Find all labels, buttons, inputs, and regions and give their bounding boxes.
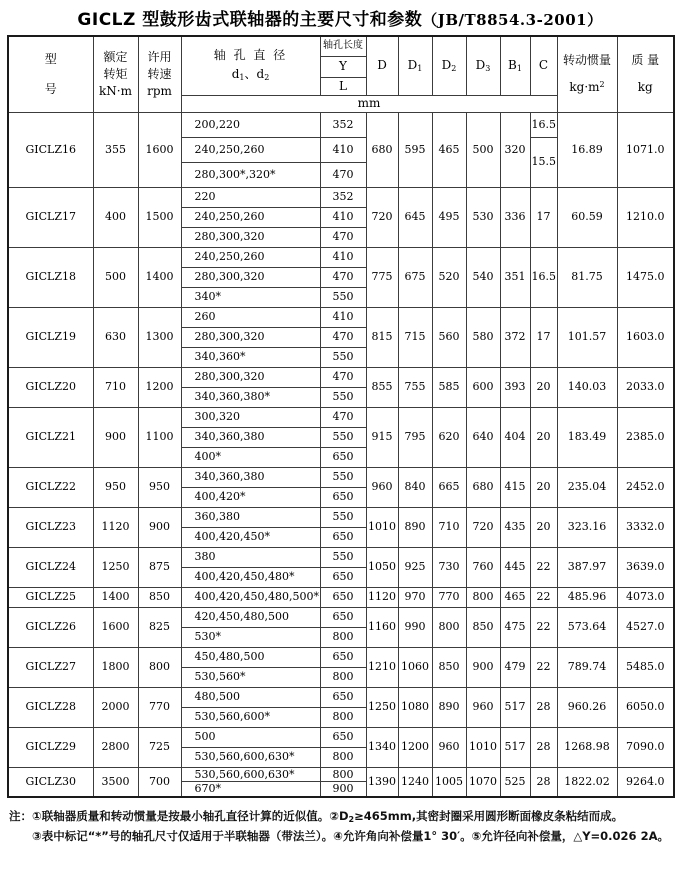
bore-length-cell: 550 [320,347,366,367]
mass-cell: 1603.0 [617,307,674,367]
D2-cell: 465 [432,112,466,187]
spec-table [7,35,675,798]
D2-cell: 585 [432,367,466,407]
torque-cell: 1120 [93,507,138,547]
mass-cell: 1071.0 [617,112,674,187]
col-header-bore-diameter: 轴 孔 直 径 $d_1$、$d_2$ [181,36,320,95]
table-row [8,247,674,267]
torque-cell: 900 [93,407,138,467]
speed-cell: 1100 [138,407,181,467]
bore-diameter-cell: 340,360,380 [181,427,320,447]
header-row-1 [8,36,674,56]
inertia-cell: 485.96 [557,587,617,607]
D-cell: 855 [366,367,398,407]
col-header-D: D [366,36,398,95]
speed-cell: 950 [138,467,181,507]
D-cell: 1160 [366,607,398,647]
col-header-y-length: Y [320,56,366,77]
page-title [7,5,673,30]
bore-length-cell: 470 [320,267,366,287]
torque-cell: 710 [93,367,138,407]
mass-cell: 7090.0 [617,727,674,767]
B1-cell: 351 [500,247,530,307]
D2-cell: 1005 [432,767,466,797]
inertia-cell: 140.03 [557,367,617,407]
speed-cell: 900 [138,507,181,547]
table-row [8,727,674,747]
D3-cell: 800 [466,587,500,607]
inertia-cell: 387.97 [557,547,617,587]
bore-length-cell: 650 [320,687,366,707]
C-cell: 16.5 [530,112,557,137]
notes [7,807,673,845]
B1-cell: 465 [500,587,530,607]
inertia-cell: 789.74 [557,647,617,687]
D2-cell: 620 [432,407,466,467]
col-header-bore-length: 轴孔长度 [320,36,366,56]
table-row [8,307,674,327]
bore-diameter-cell: 280,300,320 [181,327,320,347]
model-cell: GICLZ24 [8,547,93,587]
D2-cell: 800 [432,607,466,647]
notes-body [32,807,671,845]
speed-cell: 850 [138,587,181,607]
B1-cell: 517 [500,727,530,767]
bore-diameter-cell: 400,420,450,480,500* [181,587,320,607]
bore-length-cell: 650 [320,447,366,467]
table-row [8,767,674,782]
D3-cell: 850 [466,607,500,647]
bore-diameter-cell: 380 [181,547,320,567]
D-cell: 1010 [366,507,398,547]
inertia-unit: $kg\cdot m^2$ [569,80,605,95]
notes-label: 注： [9,809,32,823]
bore-length-cell: 650 [320,607,366,627]
inertia-cell: 101.57 [557,307,617,367]
table-row [8,587,674,607]
speed-cell: 800 [138,647,181,687]
C-cell: 16.5 [530,247,557,307]
inertia-cell: 1268.98 [557,727,617,767]
note-line-2: ③表中标记“*”号的轴孔尺寸仅适用于半联轴器（带法兰）。④允许角向补偿量1° 30′。⑤允许径向补偿量，△Y=0.026 2A。 [32,828,669,843]
speed-cell: 700 [138,767,181,797]
bore-diameter-cell: 400,420,450,480* [181,567,320,587]
bore-length-cell: 470 [320,162,366,187]
D1-cell: 755 [398,367,432,407]
col-header-speed: 许用 转速 rpm [138,36,181,112]
D2-cell: 890 [432,687,466,727]
bore-diameter-cell: 200,220 [181,112,320,137]
table-row [8,547,674,567]
bore-length-cell: 650 [320,647,366,667]
inertia-cell: 323.16 [557,507,617,547]
C-cell: 22 [530,587,557,607]
speed-cell: 825 [138,607,181,647]
bore-length-cell: 410 [320,137,366,162]
bore-diameter-cell: 530,560,600* [181,707,320,727]
bore-diameter-cell: 340,360,380* [181,387,320,407]
col-header-B1: $B_1$ [500,36,530,95]
D1-cell: 795 [398,407,432,467]
table-row [8,687,674,707]
B1-cell: 415 [500,467,530,507]
D3-cell: 600 [466,367,500,407]
D2-cell: 960 [432,727,466,767]
model-cell: GICLZ30 [8,767,93,797]
torque-cell: 400 [93,187,138,247]
D1-cell: 970 [398,587,432,607]
model-cell: GICLZ22 [8,467,93,507]
bore-length-cell: 800 [320,707,366,727]
C-cell: 28 [530,767,557,797]
mass-cell: 5485.0 [617,647,674,687]
bore-diameter-cell: 220 [181,187,320,207]
C-cell: 15.5 [530,137,557,187]
bore-length-cell: 470 [320,327,366,347]
bore-diameter-cell: 240,250,260 [181,207,320,227]
table-row [8,467,674,487]
bore-diameter-cell: 400* [181,447,320,467]
D-cell: 1250 [366,687,398,727]
D3-cell: 530 [466,187,500,247]
mass-cell: 6050.0 [617,687,674,727]
D1-cell: 595 [398,112,432,187]
model-cell: GICLZ21 [8,407,93,467]
B1-cell: 320 [500,112,530,187]
inertia-cell: 183.49 [557,407,617,467]
model-cell: GICLZ28 [8,687,93,727]
D-cell: 680 [366,112,398,187]
C-cell: 22 [530,547,557,587]
model-cell: GICLZ26 [8,607,93,647]
bore-length-cell: 550 [320,507,366,527]
model-cell: GICLZ20 [8,367,93,407]
speed-cell: 1300 [138,307,181,367]
table-row [8,647,674,667]
D-cell: 1210 [366,647,398,687]
torque-cell: 2800 [93,727,138,767]
bore-length-cell: 410 [320,307,366,327]
C-cell: 20 [530,367,557,407]
speed-cell: 1600 [138,112,181,187]
table-row [8,507,674,527]
bore-length-cell: 800 [320,747,366,767]
D2-cell: 520 [432,247,466,307]
B1-cell: 475 [500,607,530,647]
torque-cell: 950 [93,467,138,507]
bore-diameter-cell: 480,500 [181,687,320,707]
torque-cell: 3500 [93,767,138,797]
inertia-cell: 81.75 [557,247,617,307]
model-cell: GICLZ27 [8,647,93,687]
col-header-l-length: L [320,77,366,95]
B1-cell: 479 [500,647,530,687]
D1-cell: 840 [398,467,432,507]
bore-diameter-cell: 340,360* [181,347,320,367]
model-cell: GICLZ25 [8,587,93,607]
speed-cell: 1200 [138,367,181,407]
speed-cell: 1400 [138,247,181,307]
torque-cell: 355 [93,112,138,187]
C-cell: 22 [530,647,557,687]
bore-diameter-cell: 400,420* [181,487,320,507]
D3-cell: 1070 [466,767,500,797]
col-header-mass: 质 量 kg [617,36,674,112]
bore-diameter-cell: 360,380 [181,507,320,527]
torque-cell: 1800 [93,647,138,687]
bore-length-cell: 470 [320,367,366,387]
C-cell: 20 [530,507,557,547]
bore-diameter-cell: 280,300,320 [181,367,320,387]
bore-length-cell: 410 [320,247,366,267]
bore-diameter-cell: 530* [181,627,320,647]
C-cell: 28 [530,727,557,767]
model-cell: GICLZ18 [8,247,93,307]
D1-cell: 645 [398,187,432,247]
B1-cell: 404 [500,407,530,467]
D1-cell: 715 [398,307,432,367]
table-body [8,112,674,797]
table-row [8,367,674,387]
D3-cell: 540 [466,247,500,307]
bore-diameter-cell: 280,300,320 [181,227,320,247]
D-cell: 1050 [366,547,398,587]
D1-cell: 1200 [398,727,432,767]
speed-cell: 1500 [138,187,181,247]
mass-cell: 2452.0 [617,467,674,507]
torque-cell: 1250 [93,547,138,587]
mass-cell: 2385.0 [617,407,674,467]
mass-cell: 2033.0 [617,367,674,407]
D-cell: 1340 [366,727,398,767]
bore-diameter-cell: 240,250,260 [181,137,320,162]
bore-length-cell: 800 [320,667,366,687]
C-cell: 17 [530,307,557,367]
D1-cell: 925 [398,547,432,587]
bore-length-cell: 352 [320,187,366,207]
title-text: GICLZ 型鼓形齿式联轴器的主要尺寸和参数 [77,10,423,30]
bore-length-cell: 470 [320,227,366,247]
D3-cell: 580 [466,307,500,367]
D2-cell: 850 [432,647,466,687]
C-cell: 20 [530,407,557,467]
D1-cell: 990 [398,607,432,647]
model-cell: GICLZ19 [8,307,93,367]
table-row [8,607,674,627]
torque-cell: 1600 [93,607,138,647]
D-cell: 720 [366,187,398,247]
torque-cell: 1400 [93,587,138,607]
bore-length-cell: 650 [320,527,366,547]
mass-cell: 3332.0 [617,507,674,547]
B1-cell: 525 [500,767,530,797]
bore-diameter-cell: 300,320 [181,407,320,427]
D3-cell: 720 [466,507,500,547]
table-row [8,112,674,137]
D1-cell: 1240 [398,767,432,797]
D1-cell: 1080 [398,687,432,727]
D3-cell: 760 [466,547,500,587]
B1-cell: 372 [500,307,530,367]
D2-cell: 770 [432,587,466,607]
bore-diameter-cell: 530,560* [181,667,320,687]
D2-cell: 560 [432,307,466,367]
bore-diameter-cell: 450,480,500 [181,647,320,667]
col-header-D3: $D_3$ [466,36,500,95]
bore-length-cell: 410 [320,207,366,227]
D-cell: 1120 [366,587,398,607]
table-row [8,407,674,427]
D3-cell: 1010 [466,727,500,767]
bore-length-cell: 550 [320,287,366,307]
bore-diameter-symbols: $d_1$、$d_2$ [231,67,270,83]
table-row [8,187,674,207]
D1-cell: 675 [398,247,432,307]
torque-cell: 500 [93,247,138,307]
bore-length-cell: 650 [320,587,366,607]
bore-diameter-cell: 530,560,600,630* [181,747,320,767]
bore-length-cell: 650 [320,727,366,747]
C-cell: 17 [530,187,557,247]
mass-cell: 4527.0 [617,607,674,647]
inertia-cell: 60.59 [557,187,617,247]
D2-cell: 495 [432,187,466,247]
bore-length-cell: 550 [320,467,366,487]
D1-cell: 890 [398,507,432,547]
bore-diameter-cell: 280,300*,320* [181,162,320,187]
mass-cell: 4073.0 [617,587,674,607]
inertia-cell: 573.64 [557,607,617,647]
D3-cell: 500 [466,112,500,187]
speed-cell: 770 [138,687,181,727]
col-header-D2: $D_2$ [432,36,466,95]
unit-row-mm: mm [181,95,557,112]
bore-diameter-cell: 260 [181,307,320,327]
B1-cell: 445 [500,547,530,587]
D2-cell: 710 [432,507,466,547]
bore-diameter-cell: 400,420,450* [181,527,320,547]
bore-length-cell: 550 [320,547,366,567]
col-header-D1: $D_1$ [398,36,432,95]
bore-diameter-cell: 500 [181,727,320,747]
inertia-cell: 16.89 [557,112,617,187]
torque-cell: 630 [93,307,138,367]
D3-cell: 680 [466,467,500,507]
D1-cell: 1060 [398,647,432,687]
B1-cell: 336 [500,187,530,247]
inertia-cell: 960.26 [557,687,617,727]
bore-length-cell: 650 [320,487,366,507]
bore-length-cell: 352 [320,112,366,137]
B1-cell: 517 [500,687,530,727]
D2-cell: 665 [432,467,466,507]
inertia-cell: 235.04 [557,467,617,507]
bore-diameter-cell: 420,450,480,500 [181,607,320,627]
D-cell: 815 [366,307,398,367]
torque-cell: 2000 [93,687,138,727]
col-header-torque: 额定 转矩 kN·m [93,36,138,112]
note-line-1: ①联轴器质量和转动惯量是按最小轴孔直径计算的近似值。$②D_2\ge 465mm$,其密封圈采用圆形断面橡皮条粘结而成。 [32,809,624,824]
bore-diameter-cell: 670* [181,782,320,797]
bore-diameter-cell: 340,360,380 [181,467,320,487]
C-cell: 22 [530,607,557,647]
D-cell: 1390 [366,767,398,797]
bore-length-cell: 550 [320,387,366,407]
bore-length-cell: 550 [320,427,366,447]
mass-cell: 1210.0 [617,187,674,247]
col-header-C: C [530,36,557,95]
bore-length-cell: 650 [320,567,366,587]
model-cell: GICLZ23 [8,507,93,547]
bore-length-cell: 900 [320,782,366,797]
bore-length-cell: 800 [320,767,366,782]
C-cell: 28 [530,687,557,727]
mass-cell: 1475.0 [617,247,674,307]
bore-diameter-cell: 340* [181,287,320,307]
model-cell: GICLZ16 [8,112,93,187]
D-cell: 915 [366,407,398,467]
B1-cell: 435 [500,507,530,547]
model-cell: GICLZ29 [8,727,93,767]
bore-diameter-cell: 530,560,600,630* [181,767,320,782]
col-header-model: 型 号 [8,36,93,112]
title-standard-ref: （JB/T8854.3-2001） [422,11,603,29]
D-cell: 775 [366,247,398,307]
mass-cell: 9264.0 [617,767,674,797]
bore-length-cell: 800 [320,627,366,647]
mass-cell: 3639.0 [617,547,674,587]
D3-cell: 900 [466,647,500,687]
bore-length-cell: 470 [320,407,366,427]
bore-diameter-cell: 240,250,260 [181,247,320,267]
inertia-cell: 1822.02 [557,767,617,797]
D2-cell: 730 [432,547,466,587]
col-header-inertia: 转动惯量 $kg\cdot m^2$ [557,36,617,112]
D3-cell: 960 [466,687,500,727]
D-cell: 960 [366,467,398,507]
D3-cell: 640 [466,407,500,467]
B1-cell: 393 [500,367,530,407]
model-cell: GICLZ17 [8,187,93,247]
C-cell: 20 [530,467,557,507]
bore-diameter-cell: 280,300,320 [181,267,320,287]
speed-cell: 875 [138,547,181,587]
speed-cell: 725 [138,727,181,767]
